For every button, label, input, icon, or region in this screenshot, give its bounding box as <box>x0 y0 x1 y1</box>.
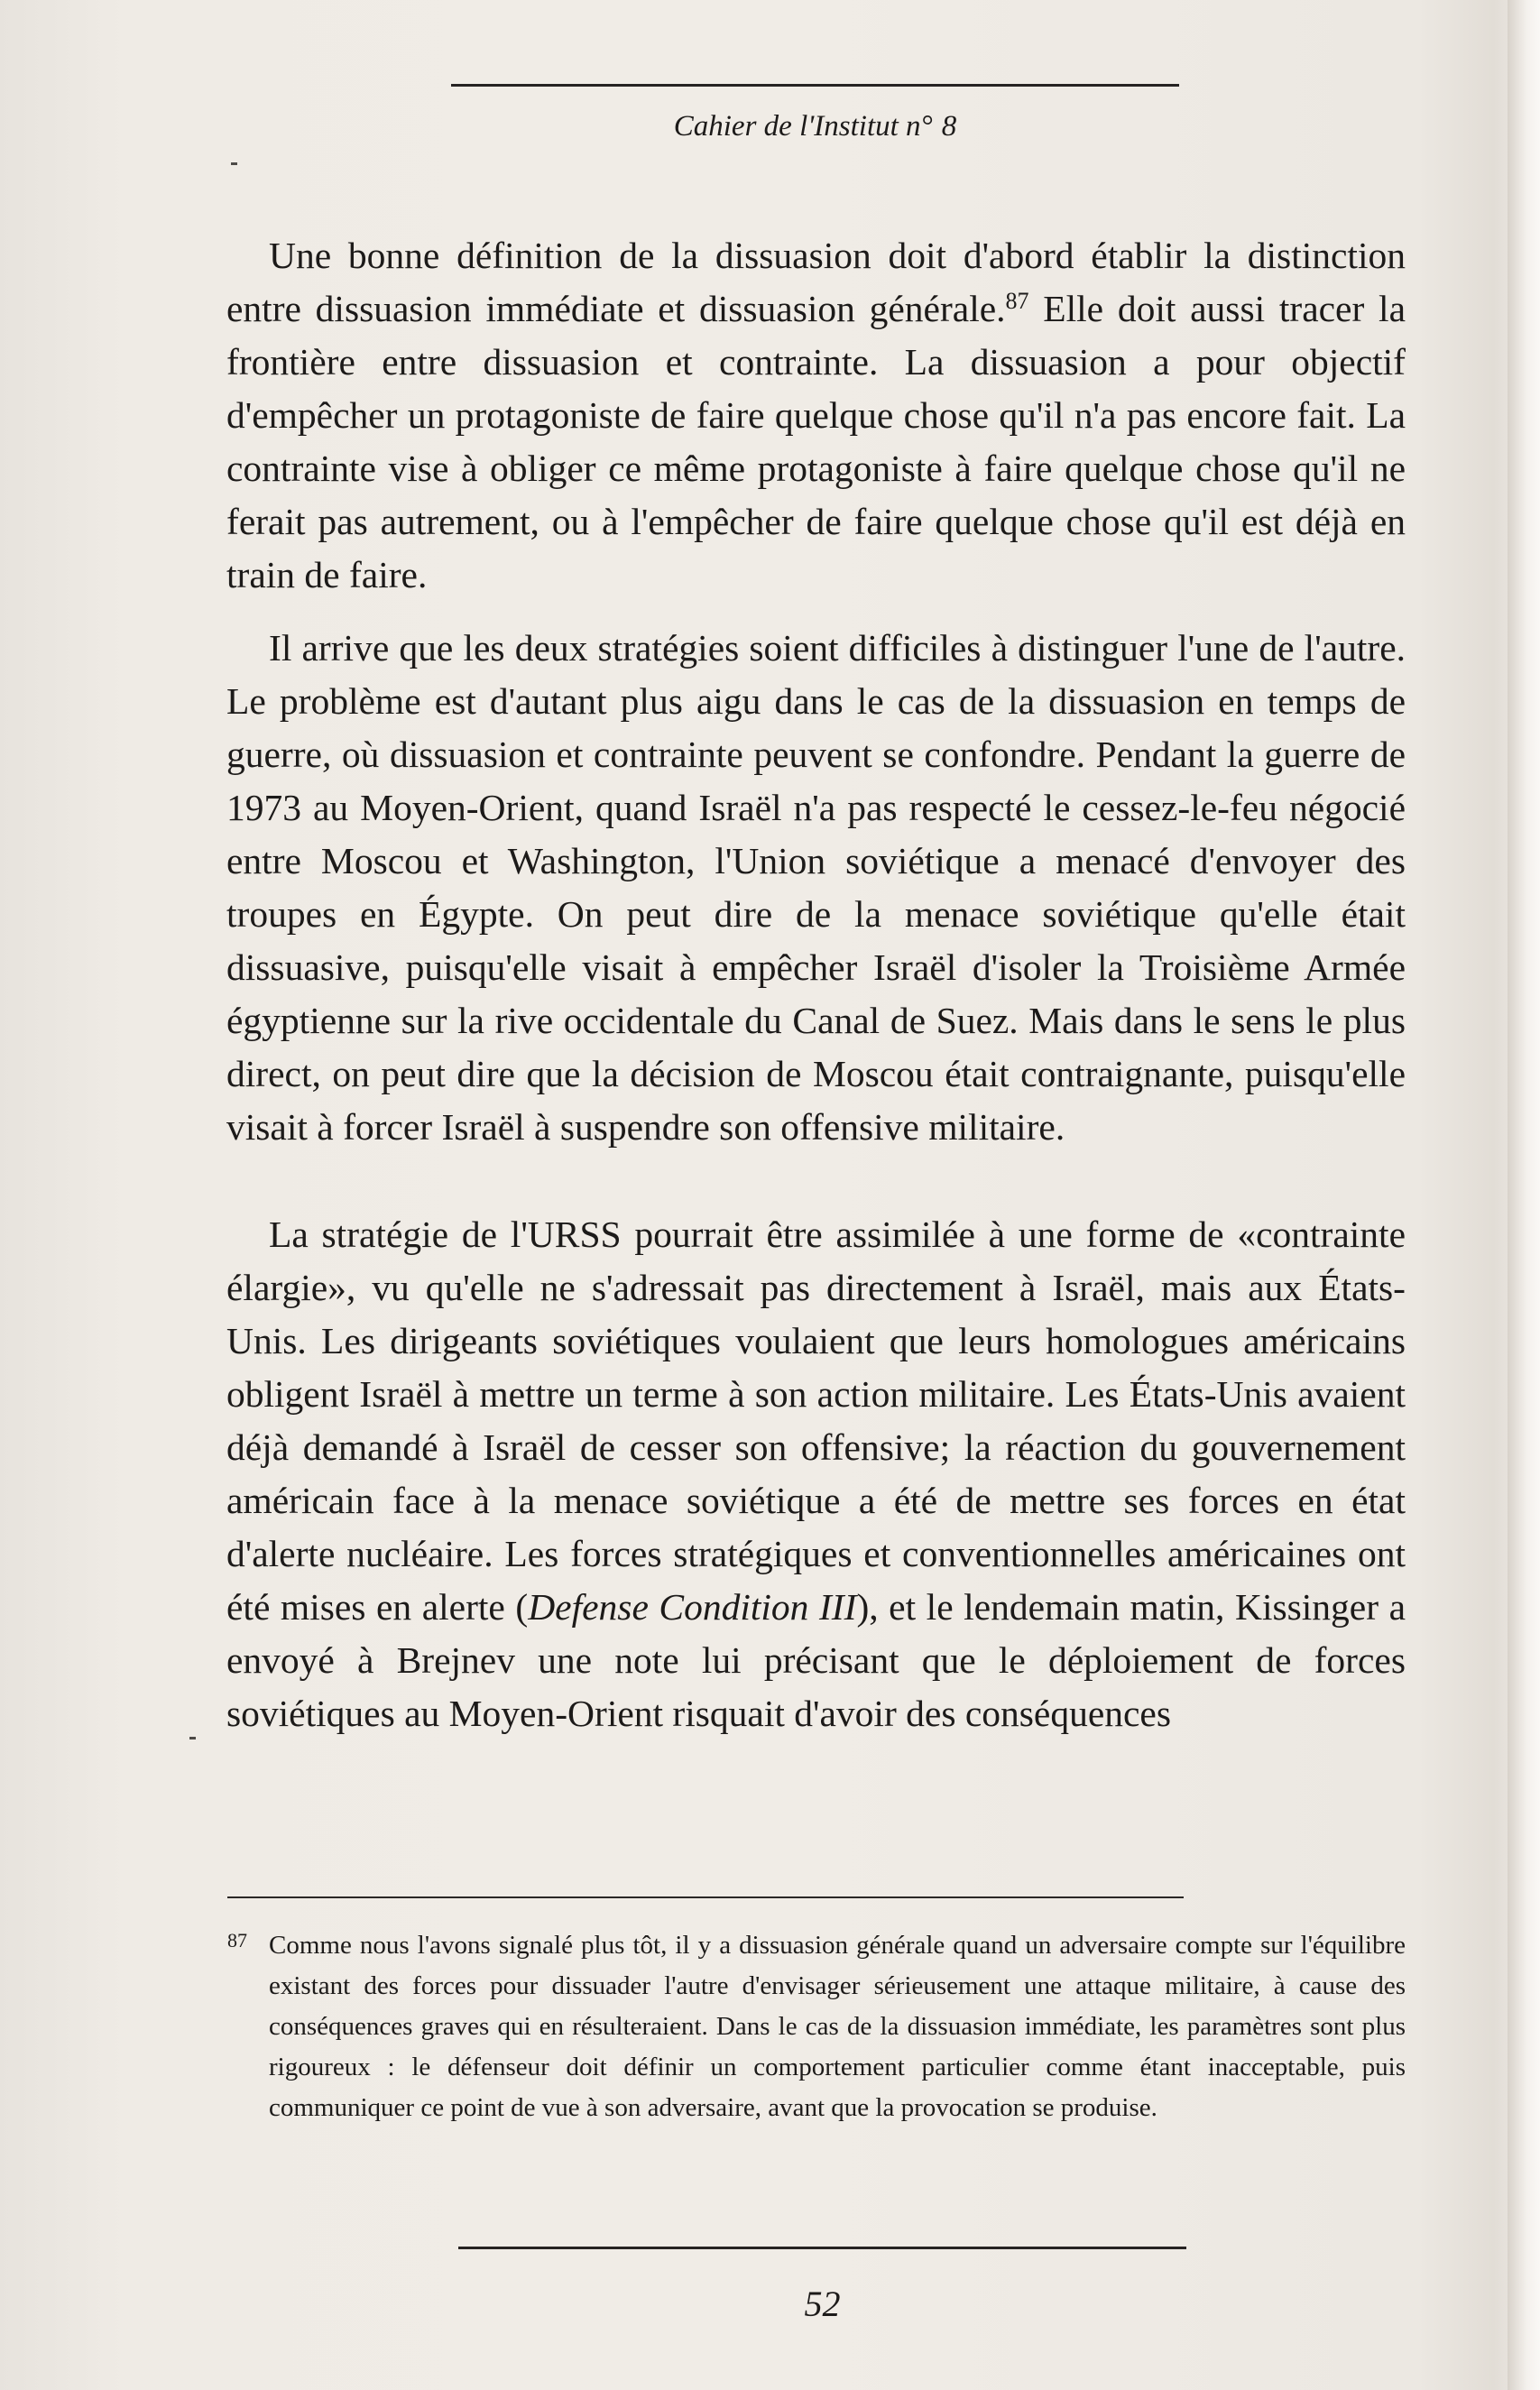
paragraph: Il arrive que les deux stratégies soient difficiles à distinguer l'une de l'autre. Le problème est d'autant plus aigu dans le cas de la dissuasion en temps de guerre, où dissuasion et contrainte peuvent se confondre. Pendant la guerre de 1973 au Moyen-Orient, quand Israël n'a pas respecté le cessez-le-feu négocié entre Moscou et Washington, l'Union soviétique a menacé d'envoyer des troupes en Égypte. On peut dire de la menace soviétique qu'elle était dissuasive, puisqu'elle visait à empêcher Israël d'isoler la Troisième Armée égyptienne sur la rive occidentale du Canal de Suez. Mais dans le sens le plus direct, on peut dire que la décision de Moscou était contraignante, puisqu'elle visait à forcer Israël à suspendre son offensive militaire. <box>226 627 1406 1148</box>
margin-mark <box>189 1737 196 1739</box>
footnote-rule <box>227 1896 1184 1898</box>
margin-mark <box>231 162 237 165</box>
footer-rule <box>458 2247 1186 2249</box>
footnote-text: Comme nous l'avons signalé plus tôt, il y a dissuasion générale quand un adversaire compte sur l'équilibre existant des forces pour dissuader l'autre d'envisager sérieusement une attaque militaire, à cause des conséquences graves qui en résulteraient. Dans le cas de la dissuasion immédiate, les paramètres sont plus rigoureux : le défenseur doit définir un comportement particulier comme étant inacceptable, puis communiquer ce point de vue à son adversaire, avant que la provocation se produise. <box>269 1931 1406 2122</box>
running-head-title: Cahier de l'Institut n° <box>673 110 933 143</box>
page-edge-shadow <box>1508 0 1540 2390</box>
italic-term: Defense Condition III <box>528 1586 857 1628</box>
running-head-number: 8 <box>941 110 957 143</box>
paragraph <box>226 229 1406 602</box>
running-head <box>451 108 1179 144</box>
footnote-reference: 87 <box>1005 288 1029 314</box>
footnote <box>227 1925 1406 2128</box>
paragraph <box>226 1208 1406 1740</box>
page-number: 52 <box>804 2284 841 2324</box>
paragraph-text: Une bonne définition de la dissuasion doit d'abord établir la distinction entre dissuasion immédiate et dissuasion générale. <box>226 235 1406 329</box>
paragraph-text: La stratégie de l'URSS pourrait être assimilée à une forme de «contrainte élargie», vu qu'elle ne s'adressait pas directement à Israël, mais aux États-Unis. Les dirigeants soviétiques voulaient que leurs homologues américains obligent Israël à mettre un terme à son action militaire. Les États-Unis avaient déjà demandé à Israël de cesser son offensive; la réaction du gouvernement américain face à la menace soviétique a été de mettre ses forces en état d'alerte nucléaire. Les forces stratégiques et conventionnelles américaines ont été mises en alerte ( <box>226 1213 1406 1628</box>
footnote-mark: 87 <box>227 1929 247 1952</box>
body-text <box>226 229 1406 1740</box>
paragraph-text: ), et le lendemain matin, Kissinger a envoyé à Brejnev une note lui précisant que le déploiement de forces soviétiques au Moyen-Orient risquait d'avoir des conséquences <box>226 1586 1406 1734</box>
header-rule <box>451 84 1179 87</box>
paragraph-text: Elle doit aussi tracer la frontière entre dissuasion et contrainte. La dissuasion a pour objectif d'empêcher un protagoniste de faire quelque chose qu'il n'a pas encore fait. La contrainte vise à obliger ce même protagoniste à faire quelque chose qu'il ne ferait pas autrement, ou à l'empêcher de faire quelque chose qu'il est déjà en train de faire. <box>226 288 1406 595</box>
